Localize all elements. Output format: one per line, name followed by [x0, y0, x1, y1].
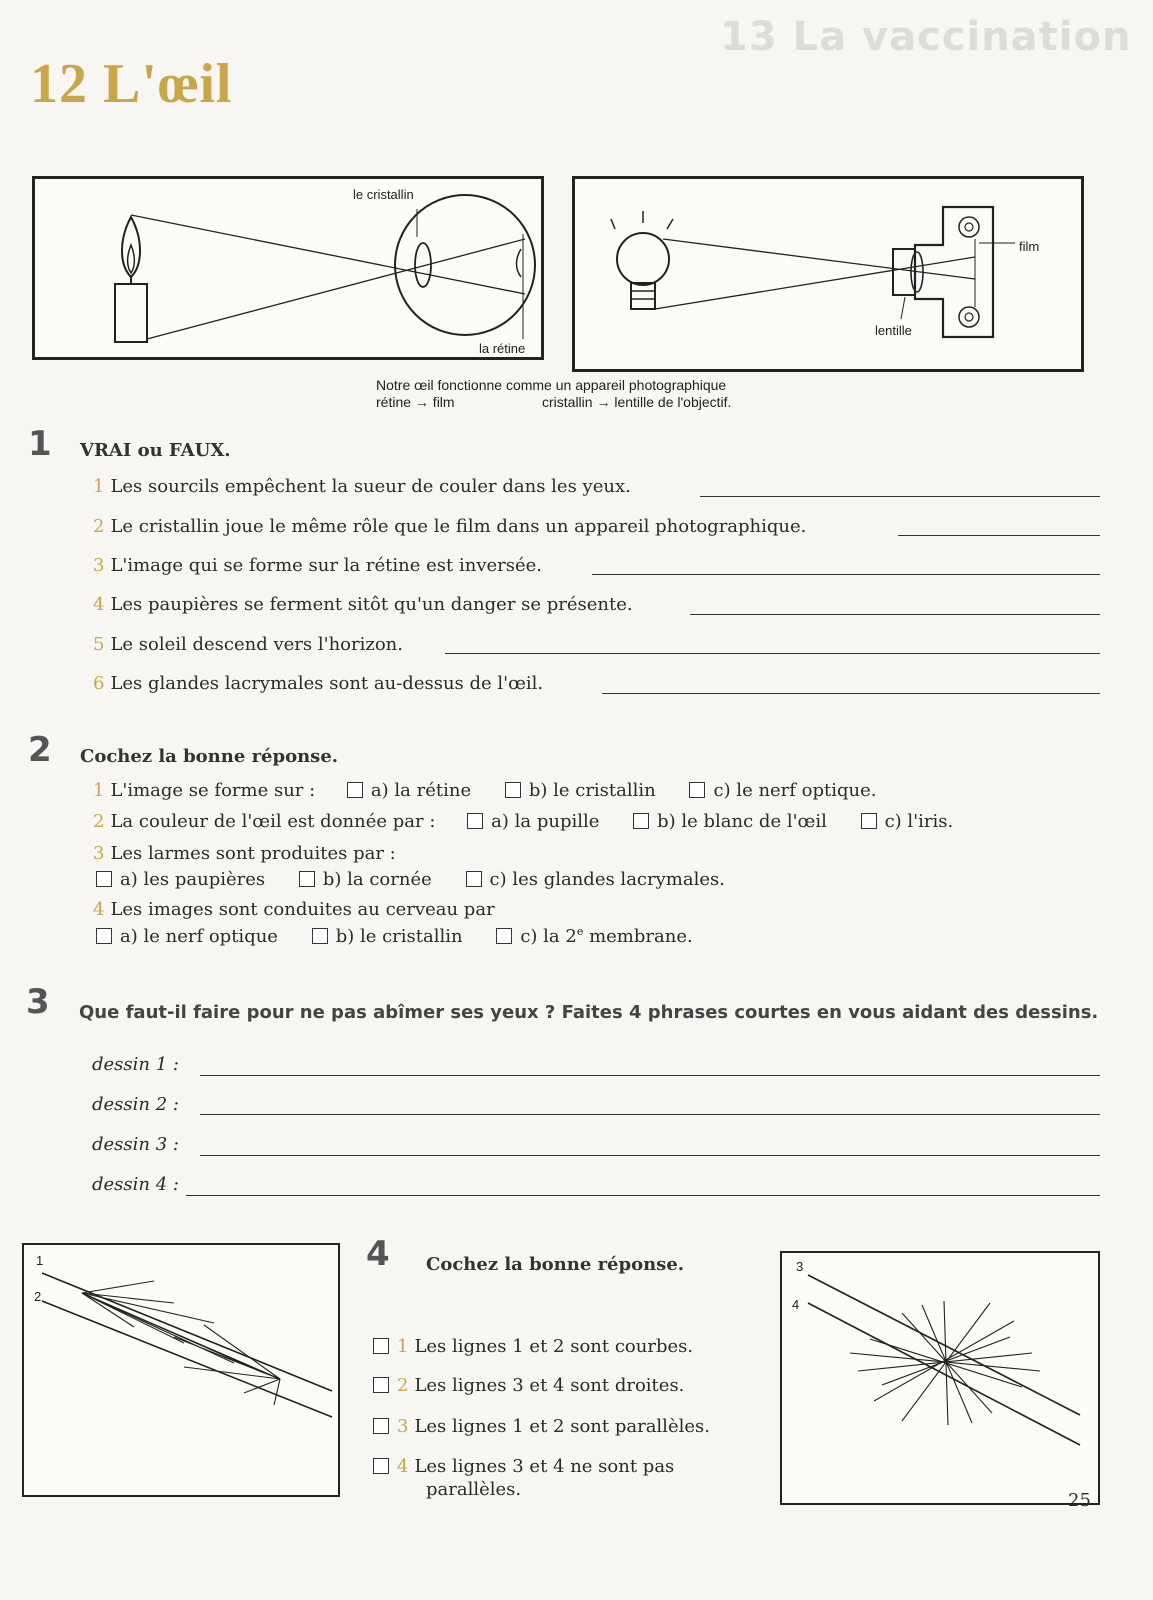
retina-label: la rétine: [479, 341, 526, 356]
section-title: Que faut-il faire pour ne pas abîmer ses yeux ? Faites 4 phrases courtes en vous aidant des dessins.: [79, 1002, 1099, 1023]
film-label: film: [1019, 239, 1040, 254]
answer-checkbox[interactable]: [347, 782, 363, 798]
answer-checkbox[interactable]: [373, 1377, 389, 1393]
lens-label: le cristallin: [353, 187, 414, 202]
mcq-options: a) le nerf optique b) le cristallin c) la 2e membrane.: [96, 925, 693, 947]
answer-checkbox[interactable]: [96, 928, 112, 944]
answer-checkbox[interactable]: [861, 813, 877, 829]
true-false-item: 3 L'image qui se forme sur la rétine est inversée.: [93, 555, 543, 576]
next-chapter-header: 13 La vaccination: [720, 14, 1132, 60]
answer-line[interactable]: [700, 496, 1100, 497]
true-false-item: 1 Les sourcils empêchent la sueur de couler dans les yeux.: [93, 476, 631, 497]
answer-checkbox[interactable]: [689, 782, 705, 798]
checkbox-item: 2 Les lignes 3 et 4 sont droites.: [373, 1375, 684, 1396]
camera-drawing: [575, 179, 1081, 369]
answer-checkbox[interactable]: [373, 1418, 389, 1434]
section-title: Cochez la bonne réponse.: [80, 746, 339, 767]
answer-line[interactable]: [592, 574, 1100, 575]
page-title: 12 L'œil: [30, 53, 233, 115]
drawing-label: dessin 2 :: [92, 1094, 179, 1115]
eye-drawing: [35, 179, 541, 357]
section-title: Cochez la bonne réponse.: [426, 1254, 685, 1275]
figure-caption: Notre œil fonctionne comme un appareil photographique: [376, 377, 727, 393]
mcq-question: 1 L'image se forme sur : a) la rétine b) le cristallin c) le nerf optique.: [93, 780, 877, 801]
true-false-item: 2 Le cristallin joue le même rôle que le film dans un appareil photographique.: [93, 516, 807, 537]
converging-lines-drawing: [24, 1245, 338, 1495]
section-number: 3: [26, 982, 50, 1022]
true-false-item: 6 Les glandes lacrymales sont au-dessus de l'œil.: [93, 673, 544, 694]
answer-checkbox[interactable]: [633, 813, 649, 829]
answer-checkbox[interactable]: [96, 871, 112, 887]
answer-line[interactable]: [690, 614, 1100, 615]
answer-line[interactable]: [200, 1114, 1100, 1115]
answer-checkbox[interactable]: [299, 871, 315, 887]
line-label: 2: [34, 1289, 42, 1304]
answer-checkbox[interactable]: [467, 813, 483, 829]
checkbox-item: 3 Les lignes 1 et 2 sont parallèles.: [373, 1416, 710, 1437]
section-title: VRAI ou FAUX.: [80, 440, 231, 461]
line-label: 1: [36, 1253, 44, 1268]
line-label: 3: [796, 1259, 804, 1274]
true-false-item: 4 Les paupières se ferment sitôt qu'un danger se présente.: [93, 594, 633, 615]
section-number: 2: [28, 730, 52, 770]
page-number: 25: [1068, 1490, 1091, 1511]
mcq-question: 4 Les images sont conduites au cerveau par: [93, 899, 495, 920]
answer-line[interactable]: [200, 1155, 1100, 1156]
checkbox-item: 4 Les lignes 3 et 4 ne sont pas: [373, 1456, 674, 1477]
eye-diagram: [32, 176, 544, 360]
drawing-label: dessin 3 :: [92, 1134, 179, 1155]
mcq-question: 2 La couleur de l'œil est donnée par : a) la pupille b) le blanc de l'œil c) l'iris.: [93, 811, 954, 832]
answer-checkbox[interactable]: [505, 782, 521, 798]
answer-checkbox[interactable]: [373, 1458, 389, 1474]
drawing-label: dessin 4 :: [92, 1174, 179, 1195]
answer-checkbox[interactable]: [466, 871, 482, 887]
starburst-lines-drawing: [782, 1253, 1098, 1503]
section-number: 1: [28, 424, 52, 464]
mcq-options: a) les paupières b) la cornée c) les glandes lacrymales.: [96, 869, 725, 890]
true-false-item: 5 Le soleil descend vers l'horizon.: [93, 634, 403, 655]
answer-line[interactable]: [602, 693, 1100, 694]
section-number: 4: [366, 1234, 390, 1274]
answer-checkbox[interactable]: [312, 928, 328, 944]
checkbox-item: 1 Les lignes 1 et 2 sont courbes.: [373, 1336, 693, 1357]
drawing-label: dessin 1 :: [92, 1054, 179, 1075]
line-label: 4: [792, 1297, 800, 1312]
illusion-figure-right: [780, 1251, 1100, 1505]
checkbox-item-continuation: parallèles.: [426, 1479, 522, 1500]
answer-line[interactable]: [200, 1075, 1100, 1076]
camera-diagram: [572, 176, 1084, 372]
mcq-question: 3 Les larmes sont produites par :: [93, 843, 396, 864]
answer-checkbox[interactable]: [373, 1338, 389, 1354]
camera-lens-label: lentille: [875, 323, 912, 338]
caption-lens-objective: cristallin → lentille de l'objectif.: [542, 394, 732, 410]
answer-line[interactable]: [898, 535, 1100, 536]
illusion-figure-left: [22, 1243, 340, 1497]
answer-line[interactable]: [445, 653, 1100, 654]
answer-checkbox[interactable]: [496, 928, 512, 944]
answer-line[interactable]: [186, 1195, 1100, 1196]
caption-retina-film: rétine → film: [376, 394, 455, 410]
